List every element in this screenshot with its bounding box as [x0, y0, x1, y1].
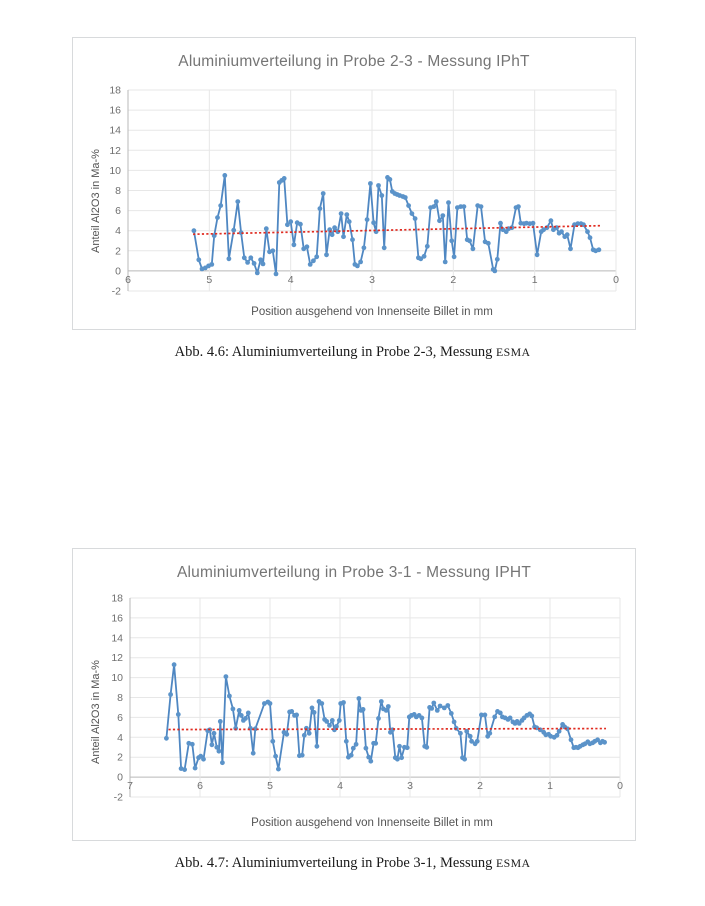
- chart-plot-area: [73, 549, 637, 842]
- data-point: [242, 255, 247, 260]
- data-point: [305, 244, 310, 249]
- data-point: [330, 232, 335, 237]
- x-tick-label: 5: [206, 273, 213, 286]
- data-point: [294, 713, 299, 718]
- data-point: [300, 753, 305, 758]
- x-axis-title: Position ausgehend von Innenseite Billet in mm: [251, 817, 493, 829]
- data-point: [446, 200, 451, 205]
- y-tick-label: 12: [109, 144, 121, 157]
- y-axis-title: Anteil Al2O3 in Ma-%: [90, 149, 102, 253]
- data-point: [568, 246, 573, 251]
- data-point: [424, 745, 429, 750]
- data-point: [529, 714, 534, 719]
- data-point: [218, 203, 223, 208]
- x-tick-label: 0: [617, 780, 623, 793]
- figure-chart-probe-2-3: [72, 37, 636, 330]
- data-point: [237, 708, 242, 713]
- data-point: [549, 218, 554, 223]
- data-point: [245, 260, 250, 265]
- data-point: [344, 212, 349, 217]
- data-point: [425, 244, 430, 249]
- data-point: [164, 736, 169, 741]
- data-point: [483, 713, 488, 718]
- data-point: [350, 237, 355, 242]
- y-tick-label: 2: [115, 245, 121, 258]
- data-point: [222, 173, 227, 178]
- data-point: [196, 257, 201, 262]
- y-tick-label: 10: [111, 672, 123, 685]
- data-point: [376, 183, 381, 188]
- data-point: [362, 245, 367, 250]
- y-tick-label: 4: [115, 225, 121, 238]
- data-point: [176, 712, 181, 717]
- data-point: [324, 719, 329, 724]
- data-point: [440, 213, 445, 218]
- data-point: [462, 204, 467, 209]
- y-tick-label: 0: [115, 265, 121, 278]
- data-point: [289, 709, 294, 714]
- data-point: [569, 737, 574, 742]
- data-point: [420, 716, 425, 721]
- data-point: [471, 246, 476, 251]
- data-point: [312, 710, 317, 715]
- data-point: [565, 232, 570, 237]
- y-tick-label: 4: [117, 731, 123, 744]
- data-point: [422, 254, 427, 259]
- data-point: [337, 718, 342, 723]
- data-point: [344, 739, 349, 744]
- caption-smallcaps: ESMA: [496, 345, 531, 359]
- data-point: [449, 711, 454, 716]
- y-tick-label: 12: [111, 652, 123, 665]
- data-point: [429, 706, 434, 711]
- y-tick-label: 8: [115, 185, 121, 197]
- data-point: [495, 257, 500, 262]
- data-point: [397, 744, 402, 749]
- data-point: [382, 245, 387, 250]
- data-point: [201, 757, 206, 762]
- data-point: [327, 723, 332, 728]
- data-point: [270, 739, 275, 744]
- data-point: [361, 707, 366, 712]
- data-point: [403, 195, 408, 200]
- data-point: [399, 755, 404, 760]
- data-point: [410, 211, 415, 216]
- data-point: [341, 700, 346, 705]
- data-point: [368, 181, 373, 186]
- data-point: [492, 269, 497, 274]
- data-point: [468, 734, 473, 739]
- data-point: [602, 740, 607, 745]
- y-tick-label: 14: [109, 124, 121, 137]
- x-axis-title: Position ausgehend von Innenseite Billet in mm: [251, 306, 493, 318]
- figure-caption: [0, 855, 705, 872]
- data-point: [220, 760, 225, 765]
- data-point: [231, 707, 236, 712]
- data-point: [585, 229, 590, 234]
- x-tick-label: 0: [613, 273, 619, 286]
- y-tick-label: 18: [109, 84, 121, 97]
- data-point: [406, 203, 411, 208]
- data-point: [435, 708, 440, 713]
- data-point: [248, 255, 253, 260]
- y-tick-label: 6: [115, 205, 121, 218]
- y-tick-label: 10: [109, 164, 121, 177]
- data-point: [588, 235, 593, 240]
- data-point: [535, 252, 540, 257]
- data-point: [276, 767, 281, 772]
- caption-text: Abb. 4.7: Aluminiumverteilung in Probe 3-1, Messung: [174, 855, 496, 871]
- y-tick-label: -2: [113, 791, 123, 804]
- data-point: [224, 674, 229, 679]
- data-point: [597, 247, 602, 252]
- chart-plot-area: [73, 38, 637, 331]
- data-point: [235, 199, 240, 204]
- data-point: [351, 746, 356, 751]
- data-point: [168, 692, 173, 697]
- x-tick-label: 5: [267, 780, 273, 793]
- data-point: [405, 745, 410, 750]
- data-point: [449, 238, 454, 243]
- data-point: [413, 216, 418, 221]
- data-point: [243, 716, 248, 721]
- data-point: [210, 742, 215, 747]
- data-point: [452, 254, 457, 259]
- data-point: [319, 701, 324, 706]
- data-point: [475, 739, 480, 744]
- data-point: [487, 731, 492, 736]
- data-point: [308, 262, 313, 267]
- data-point: [332, 225, 337, 230]
- x-tick-label: 4: [287, 273, 294, 286]
- data-point: [479, 204, 484, 209]
- data-point: [434, 199, 439, 204]
- figure-chart-probe-3-1: [72, 548, 636, 841]
- data-point: [431, 204, 436, 209]
- data-point: [218, 719, 223, 724]
- data-point: [354, 742, 359, 747]
- data-point: [314, 254, 319, 259]
- data-point: [458, 731, 463, 736]
- data-point: [239, 713, 244, 718]
- data-point: [349, 753, 354, 758]
- data-point: [310, 706, 315, 711]
- y-tick-label: 16: [111, 612, 123, 625]
- data-point: [192, 228, 197, 233]
- data-point: [273, 754, 278, 759]
- x-tick-label: 2: [477, 780, 483, 793]
- data-point: [486, 241, 491, 246]
- data-point: [508, 716, 513, 721]
- data-point: [182, 767, 187, 772]
- data-point: [258, 257, 263, 262]
- chart-title: Aluminiumverteilung in Probe 3-1 - Messung IPHT: [177, 564, 531, 581]
- y-tick-label: 8: [117, 692, 123, 704]
- data-point: [365, 217, 370, 222]
- data-point: [437, 218, 442, 223]
- data-point: [355, 264, 360, 269]
- x-tick-label: 6: [197, 780, 203, 793]
- y-tick-label: 2: [117, 751, 123, 764]
- chart-title: Aluminiumverteilung in Probe 2-3 - Messung IPhT: [178, 53, 530, 70]
- data-point: [321, 191, 326, 196]
- data-point: [452, 720, 457, 725]
- data-point: [467, 238, 472, 243]
- x-tick-label: 6: [125, 273, 131, 286]
- y-tick-label: 6: [117, 711, 123, 724]
- x-tick-label: 1: [547, 780, 553, 793]
- data-point: [347, 219, 352, 224]
- data-point: [395, 757, 400, 762]
- data-point: [492, 715, 497, 720]
- x-tick-label: 4: [337, 780, 343, 793]
- data-point: [227, 694, 232, 699]
- y-axis-title: Anteil Al2O3 in Ma-%: [90, 660, 102, 764]
- y-tick-label: 16: [109, 104, 121, 117]
- data-point: [386, 704, 391, 709]
- data-point: [274, 272, 279, 277]
- x-tick-label: 3: [407, 780, 413, 793]
- data-point: [324, 252, 329, 257]
- data-point: [261, 262, 266, 267]
- data-point: [516, 204, 521, 209]
- data-point: [531, 221, 536, 226]
- x-tick-label: 7: [127, 780, 133, 793]
- data-point: [302, 733, 307, 738]
- data-point: [557, 729, 562, 734]
- data-point: [193, 766, 198, 771]
- x-tick-label: 2: [450, 273, 457, 286]
- data-point: [284, 732, 289, 737]
- data-point: [341, 234, 346, 239]
- data-point: [282, 176, 287, 181]
- data-point: [358, 260, 363, 265]
- data-point: [388, 177, 393, 182]
- data-point: [330, 718, 335, 723]
- data-point: [217, 749, 222, 754]
- data-point: [190, 742, 195, 747]
- data-point: [172, 662, 177, 667]
- x-tick-label: 3: [369, 273, 375, 286]
- data-point: [376, 716, 381, 721]
- data-point: [334, 724, 339, 729]
- data-point: [559, 229, 564, 234]
- data-point: [373, 741, 378, 746]
- caption-smallcaps: ESMA: [496, 856, 531, 870]
- data-point: [498, 221, 503, 226]
- figure-caption: [0, 344, 705, 361]
- data-point: [379, 193, 384, 198]
- data-point: [431, 701, 436, 706]
- data-point: [212, 731, 217, 736]
- y-tick-label: 0: [117, 771, 123, 784]
- data-point: [209, 262, 214, 267]
- data-point: [318, 206, 323, 211]
- data-point: [215, 215, 220, 220]
- data-point: [298, 222, 303, 227]
- data-point: [371, 220, 376, 225]
- data-point: [462, 757, 467, 762]
- data-point: [307, 731, 312, 736]
- data-point: [368, 759, 373, 764]
- data-point: [443, 260, 448, 265]
- data-point: [315, 744, 320, 749]
- y-tick-label: -2: [111, 285, 121, 298]
- data-point: [292, 242, 297, 247]
- data-point: [255, 271, 260, 276]
- data-point: [264, 226, 269, 231]
- data-point: [311, 258, 316, 263]
- caption-text: Abb. 4.6: Aluminiumverteilung in Probe 2-3, Messung: [174, 344, 496, 360]
- data-point: [339, 211, 344, 216]
- data-point: [268, 701, 273, 706]
- x-tick-label: 1: [531, 273, 538, 286]
- data-point: [246, 711, 251, 716]
- data-point: [231, 228, 236, 233]
- data-point: [445, 703, 450, 708]
- y-tick-label: 18: [111, 592, 123, 605]
- y-tick-label: 14: [111, 632, 123, 645]
- data-point: [251, 751, 256, 756]
- data-point: [227, 256, 232, 261]
- data-point: [357, 696, 362, 701]
- data-point: [288, 219, 293, 224]
- data-point: [252, 261, 257, 266]
- data-point: [438, 704, 443, 709]
- data-point: [379, 699, 384, 704]
- data-point: [364, 746, 369, 751]
- data-point: [270, 248, 275, 253]
